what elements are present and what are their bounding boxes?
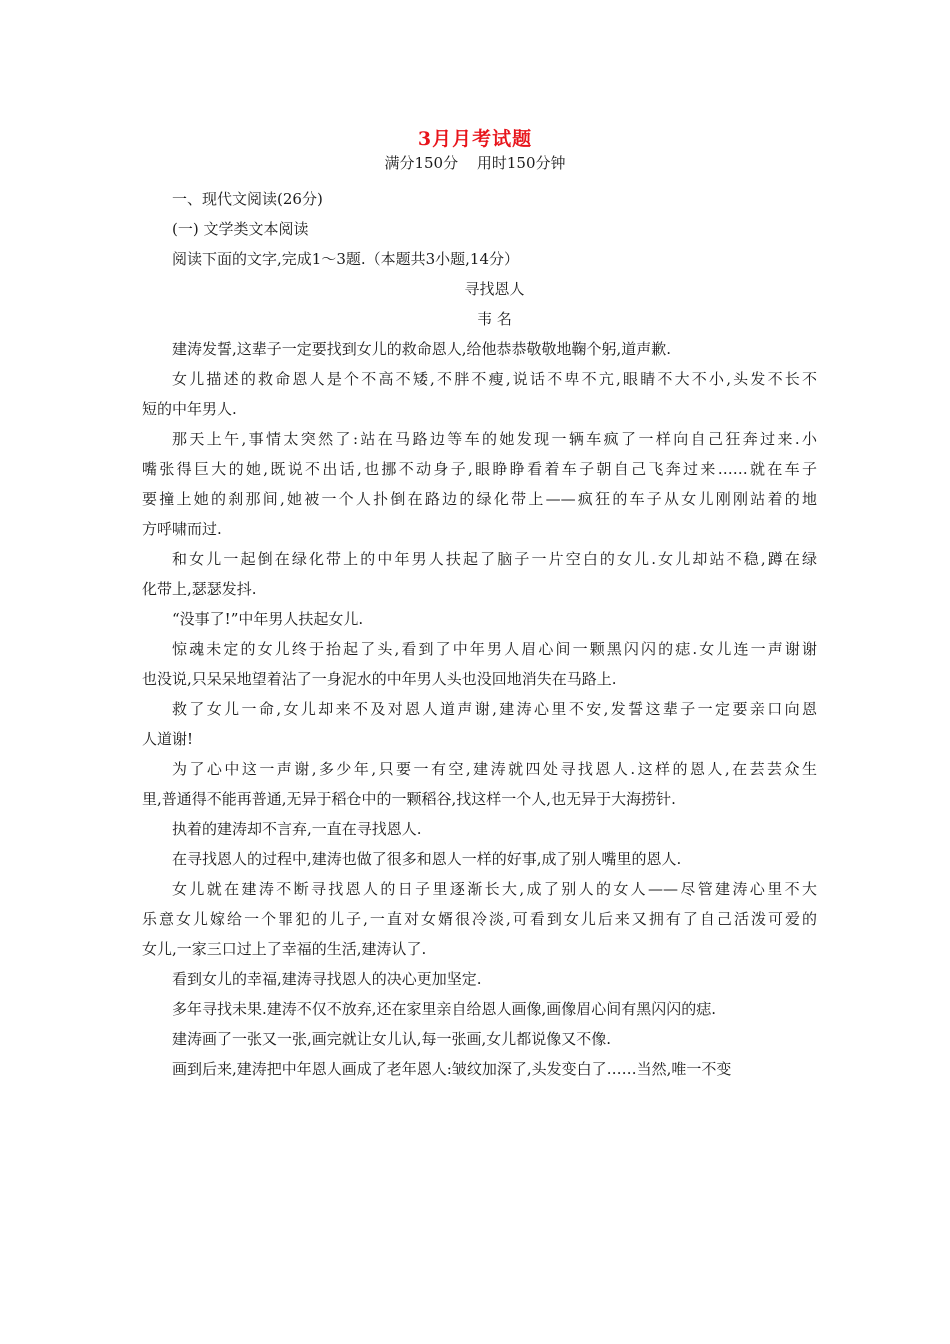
story-paragraph [172,814,817,844]
story-paragraph [142,694,817,754]
story-paragraph [172,844,817,874]
full-score: 满分150分 [384,154,459,172]
story-line: 化带上,瑟瑟发抖. [142,580,257,598]
story-line: 里,普通得不能再普通,无异于稻仓中的一颗稻谷,找这样一个人,也无异于大海捞针. [142,790,676,808]
story-line: 女儿就在建涛不断寻找恩人的日子里逐渐长大,成了别人的女人——尽管建涛心里不大 [172,880,817,898]
story-line: 执着的建涛却不言弃,一直在寻找恩人. [172,820,422,838]
story-paragraph [142,634,817,694]
part-one-heading: 一、现代文阅读(26分) [172,190,323,208]
story-title: 寻找恩人 [464,280,525,298]
sub-section-heading: (一) 文学类文本阅读 [172,220,309,238]
story-paragraph [172,994,817,1024]
story-line: 为了心中这一声谢,多少年,只要一有空,建涛就四处寻找恩人.这样的恩人,在芸芸众生 [172,760,817,778]
exam-title: 3月月考试题 [417,128,533,150]
story-line: 方呼啸而过. [142,520,222,538]
story-paragraph [172,1024,817,1054]
story-author: 韦 名 [477,310,512,328]
story-line: 多年寻找未果.建涛不仅不放弃,还在家里亲自给恩人画像,画像眉心间有黑闪闪的痣. [172,1000,717,1018]
exam-body [142,184,817,1084]
time-limit: 用时150分钟 [476,154,566,172]
story-paragraphs [142,334,817,1084]
story-line: 女儿描述的救命恩人是个不高不矮,不胖不瘦,说话不卑不亢,眼睛不大不小,头发不长不 [172,370,817,388]
story-line: 惊魂未定的女儿终于抬起了头,看到了中年男人眉心间一颗黑闪闪的痣.女儿连一声谢谢 [172,640,817,658]
exam-meta [0,152,950,173]
story-paragraph [142,874,817,964]
story-paragraph [172,964,817,994]
story-line: 那天上午,事情太突然了:站在马路边等车的她发现一辆车疯了一样向自己狂奔过来.小 [172,430,817,448]
story-line: 短的中年男人. [142,400,237,418]
story-line: 要撞上她的刹那间,她被一个人扑倒在路边的绿化带上——疯狂的车子从女儿刚刚站着的地 [142,490,817,508]
story-line: 看到女儿的幸福,建涛寻找恩人的决心更加坚定. [172,970,482,988]
story-paragraph [172,334,817,364]
story-paragraph [172,1054,817,1084]
story-line: 嘴张得巨大的她,既说不出话,也挪不动身子,眼睁睁看着车子朝自己飞奔过来……就在车子 [142,460,817,478]
story-paragraph [142,754,817,814]
story-line: 乐意女儿嫁给一个罪犯的儿子,一直对女婿很冷淡,可看到女儿后来又拥有了自己活泼可爱的 [142,910,817,928]
story-line: 画到后来,建涛把中年恩人画成了老年恩人:皱纹加深了,头发变白了……当然,唯一不变 [172,1060,732,1078]
story-paragraph [142,364,817,424]
story-line: 女儿,一家三口过上了幸福的生活,建涛认了. [142,940,427,958]
story-paragraph [172,604,817,634]
story-line: 建涛画了一张又一张,画完就让女儿认,每一张画,女儿都说像又不像. [172,1030,612,1048]
story-line: 救了女儿一命,女儿却来不及对恩人道声谢,建涛心里不安,发誓这辈子一定要亲口向恩 [172,700,817,718]
story-line: 在寻找恩人的过程中,建涛也做了很多和恩人一样的好事,成了别人嘴里的恩人. [172,850,682,868]
story-paragraph [142,424,817,544]
story-line: 建涛发誓,这辈子一定要找到女儿的救命恩人,给他恭恭敬敬地鞠个躬,道声歉. [172,340,672,358]
story-line: 人道谢! [142,730,194,748]
story-line: 也没说,只呆呆地望着沾了一身泥水的中年男人头也没回地消失在马路上. [142,670,617,688]
reading-instruction: 阅读下面的文字,完成1～3题.（本题共3小题,14分） [172,250,520,268]
story-paragraph [142,544,817,604]
story-line: “没事了!”中年男人扶起女儿. [172,610,364,628]
story-line: 和女儿一起倒在绿化带上的中年男人扶起了脑子一片空白的女儿.女儿却站不稳,蹲在绿 [172,550,817,568]
